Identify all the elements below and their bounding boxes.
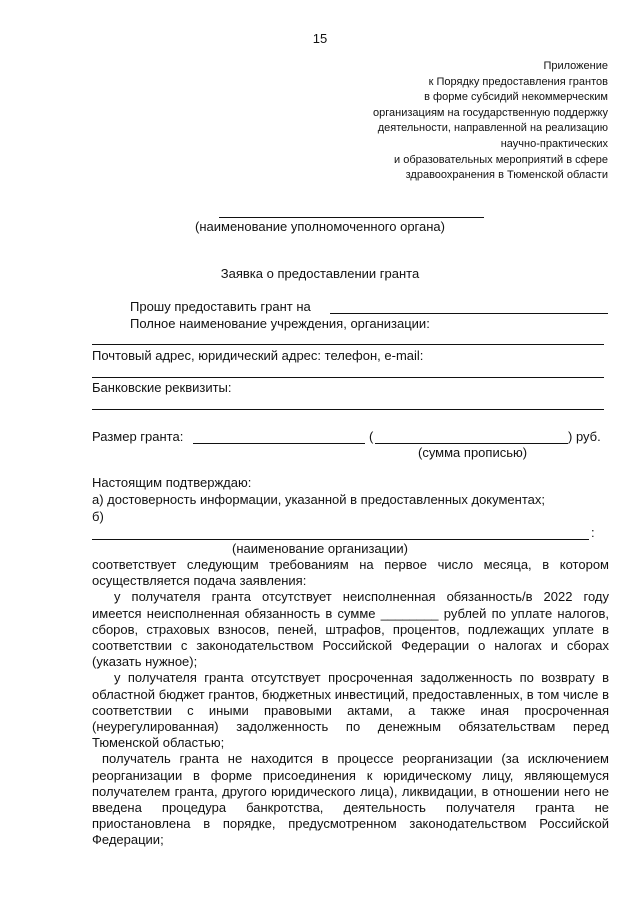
paragraph: получатель гранта не находится в процессе реорганизации (за исключением реорганизации в форме присоединения к юридическому лицу, являющемуся получателем гранта, другого юридического лица), ликвидации, в отношении него не введена процедура банкротства, деятельность получателя гранта не приостановлена в порядке, предусмотренном законодательством Российской Федерации; [92,751,609,848]
sum-caption: (сумма прописью) [418,445,528,460]
authority-caption: (наименование уполномоченного органа) [195,219,445,234]
grant-purpose-blank-line[interactable] [330,313,608,314]
colon: : [591,525,595,540]
grant-amount-blank-line[interactable] [193,443,365,444]
address-blank-line[interactable] [92,377,604,378]
appendix-line: Приложение [543,60,608,72]
requirements-text [92,557,609,849]
appendix-line: деятельности, направленной на реализацию [377,122,608,135]
request-label: Прошу предоставить грант на [130,299,311,314]
bank-label: Банковские реквизиты: [92,380,232,395]
page-number: 15 [312,31,328,46]
appendix-note [373,59,608,184]
paragraph: у получателя гранта отсутствует просроченная задолженность по возврату в областной бюджет грантов, бюджетных инвестиций, предоставленных, в том числе в соответствии с иными правовыми актами, а также иная просроченная (неурегулированная) задолженность по денежным обязательствам перед Тюменской областью; [92,670,609,751]
grant-size-label: Размер гранта: [92,429,184,444]
confirm-heading: Настоящим подтверждаю: [92,475,252,490]
full-name-label: Полное наименование учреждения, организации: [130,316,430,331]
grant-currency: ) руб. [568,429,601,444]
item-b: б) [92,509,104,524]
appendix-line: и образовательных мероприятий в сфере [394,153,608,166]
address-label: Почтовый адрес, юридический адрес: телефон, e-mail: [92,348,424,363]
grant-words-blank-line[interactable] [375,443,568,444]
paragraph: соответствует следующим требованиям на первое число месяца, в котором осуществляется подача заявления: [92,557,609,589]
appendix-line: научно-практических [500,137,608,150]
appendix-line: здравоохранения в Тюменской области [405,169,608,182]
authority-blank-line[interactable] [219,217,484,218]
grant-paren-open: ( [369,429,374,444]
appendix-line: к Порядку предоставления грантов [428,75,608,88]
bank-blank-line[interactable] [92,409,604,410]
appendix-line: в форме субсидий некоммерческим [424,91,608,104]
appendix-line: организациям на государственную поддержку [373,106,608,119]
org-caption: (наименование организации) [232,541,408,556]
document-title: Заявка о предоставлении гранта [220,266,420,281]
full-name-blank-line[interactable] [92,344,604,345]
paragraph: у получателя гранта отсутствует неисполненная обязанность/в 2022 году имеется неисполненная обязанность в сумме ________ рублей по уплате налогов, сборов, страховых взносов, пеней, штрафов, процентов, подлежащих уплате в соответствии с законодательством Российской Федерации о налогах и сборах (указать нужное); [92,589,609,670]
org-name-blank-line[interactable] [92,539,589,540]
item-a: а) достоверность информации, указанной в предоставленных документах; [92,492,545,507]
